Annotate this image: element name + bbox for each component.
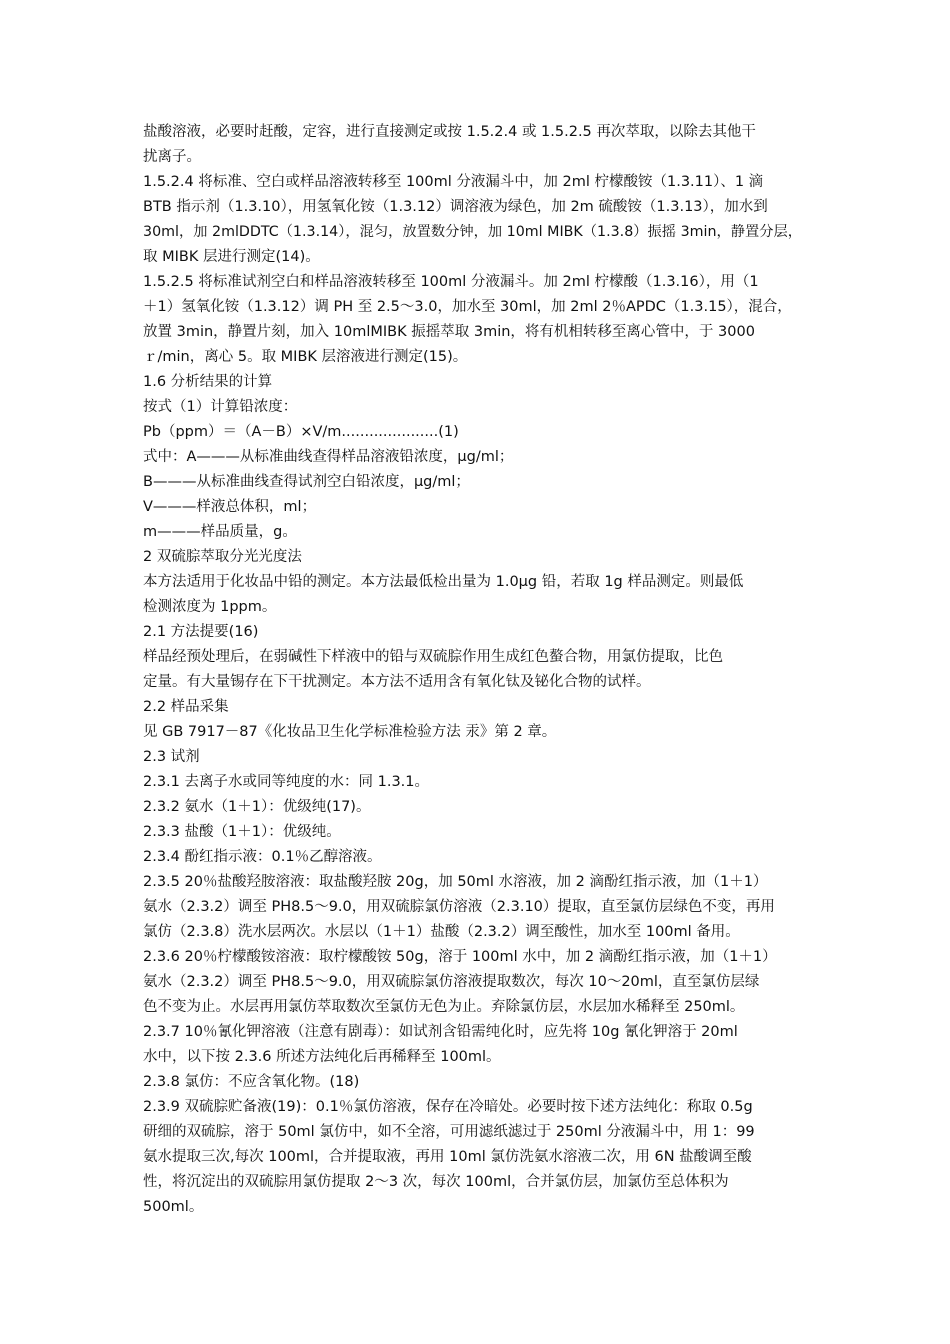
text-line: ｒ/min，离心 5。取 MIBK 层溶液进行测定(15)。 [143, 349, 468, 365]
text-line: 2.3.8 氯仿：不应含氧化物。(18) [143, 1074, 360, 1090]
text-line: 氨水（2.3.2）调至 PH8.5～9.0，用双硫腙氯仿溶液提取数次，每次 10～20ml，直至氯仿层绿 [143, 974, 760, 990]
text-line: B———从标准曲线查得试剂空白铅浓度，μg/ml； [143, 474, 470, 490]
text-line: 2.3.5 20％盐酸羟胺溶液：取盐酸羟胺 20g，加 50ml 水溶液，加 2 滴酚红指示液，加（1＋1） [143, 874, 768, 890]
text-line: 式中：A———从标准曲线查得样品溶液铅浓度，μg/ml； [143, 449, 514, 465]
text-line: BTB 指示剂（1.3.10），用氢氧化铵（1.3.12）调溶液为绿色，加 2m 硫酸铵（1.3.13），加水到 [143, 199, 768, 215]
text-line: 1.5.2.5 将标准试剂空白和样品溶液转移至 100ml 分液漏斗。加 2ml 柠檬酸（1.3.16），用（1 [143, 274, 759, 290]
text-line: 2.3.1 去离子水或同等纯度的水：同 1.3.1。 [143, 774, 430, 790]
text-line: 2.3.9 双硫腙贮备液(19)：0.1％氯仿溶液，保存在冷暗处。必要时按下述方法纯化：称取 0.5g [143, 1099, 753, 1115]
text-line: 2.3.4 酚红指示液：0.1％乙醇溶液。 [143, 849, 382, 865]
document-body [143, 120, 805, 1220]
text-line: 2.3.3 盐酸（1＋1）：优级纯。 [143, 824, 341, 840]
text-line: 定量。有大量锡存在下干扰测定。本方法不适用含有氧化钛及铋化合物的试样。 [143, 674, 651, 690]
text-line: 2.3.7 10％氰化钾溶液（注意有剧毒）：如试剂含铅需纯化时，应先将 10g 氰化钾溶于 20ml [143, 1024, 738, 1040]
text-line: 盐酸溶液，必要时赶酸，定容，进行直接测定或按 1.5.2.4 或 1.5.2.5 再次萃取，以除去其他干 [143, 124, 756, 140]
text-line: 研细的双硫腙，溶于 50ml 氯仿中，如不全溶，可用滤纸滤过于 250ml 分液漏斗中，用 1：99 [143, 1124, 755, 1140]
text-line: 氯仿（2.3.8）洗水层两次。水层以（1＋1）盐酸（2.3.2）调至酸性，加水至 100ml 备用。 [143, 924, 740, 940]
text-line: ＋1）氢氧化铵（1.3.12）调 PH 至 2.5～3.0，加水至 30ml，加 2ml 2％APDC（1.3.15），混合， [143, 299, 792, 315]
text-line: 2.3.2 氨水（1＋1）：优级纯(17)。 [143, 799, 371, 815]
text-line: 本方法适用于化妆品中铅的测定。本方法最低检出量为 1.0μg 铅，若取 1g 样品测定。则最低 [143, 574, 744, 590]
text-line: 按式（1）计算铅浓度： [143, 399, 298, 415]
formula-line: Pb（ppm）＝（A－B）×V/m.....................(1) [143, 424, 459, 440]
text-line: 性，将沉淀出的双硫腙用氯仿提取 2～3 次，每次 100ml，合并氯仿层，加氯仿至总体积为 [143, 1174, 729, 1190]
text-line: 扰离子。 [143, 149, 201, 165]
text-line: 样品经预处理后，在弱碱性下样液中的铅与双硫腙作用生成红色螯合物，用氯仿提取，比色 [143, 649, 723, 665]
section-heading: 2.3 试剂 [143, 749, 200, 765]
text-line: 30ml，加 2mlDDTC（1.3.14），混匀，放置数分钟，加 10ml MIBK（1.3.8）振摇 3min，静置分层， [143, 224, 803, 240]
section-heading: 2 双硫腙萃取分光光度法 [143, 549, 302, 565]
text-line: 见 GB 7917－87《化妆品卫生化学标准检验方法 汞》第 2 章。 [143, 724, 557, 740]
text-line: 1.5.2.4 将标准、空白或样品溶液转移至 100ml 分液漏斗中，加 2ml 柠檬酸铵（1.3.11）、1 滴 [143, 174, 764, 190]
text-line: 氨水（2.3.2）调至 PH8.5～9.0，用双硫腙氯仿溶液（2.3.10）提取，直至氯仿层绿色不变，再用 [143, 899, 775, 915]
text-line: 取 MIBK 层进行测定(14)。 [143, 249, 320, 265]
text-line: 500ml。 [143, 1199, 204, 1215]
text-line: 检测浓度为 1ppm。 [143, 599, 277, 615]
text-line: m———样品质量，g。 [143, 524, 297, 540]
text-line: 氨水提取三次,每次 100ml，合并提取液，再用 10ml 氯仿洗氨水溶液二次，用 6N 盐酸调至酸 [143, 1149, 752, 1165]
text-line: V———样液总体积，ml； [143, 499, 317, 515]
text-line: 色不变为止。水层再用氯仿萃取数次至氯仿无色为止。弃除氯仿层，水层加水稀释至 250ml。 [143, 999, 745, 1015]
section-heading: 2.2 样品采集 [143, 699, 229, 715]
text-line: 水中，以下按 2.3.6 所述方法纯化后再稀释至 100ml。 [143, 1049, 501, 1065]
text-line: 2.3.6 20％柠檬酸铵溶液：取柠檬酸铵 50g，溶于 100ml 水中，加 2 滴酚红指示液，加（1＋1） [143, 949, 777, 965]
section-heading: 1.6 分析结果的计算 [143, 374, 273, 390]
section-heading: 2.1 方法提要(16) [143, 624, 259, 640]
text-line: 放置 3min，静置片刻，加入 10mlMIBK 振摇萃取 3min，将有机相转移至离心管中，于 3000 [143, 324, 755, 340]
